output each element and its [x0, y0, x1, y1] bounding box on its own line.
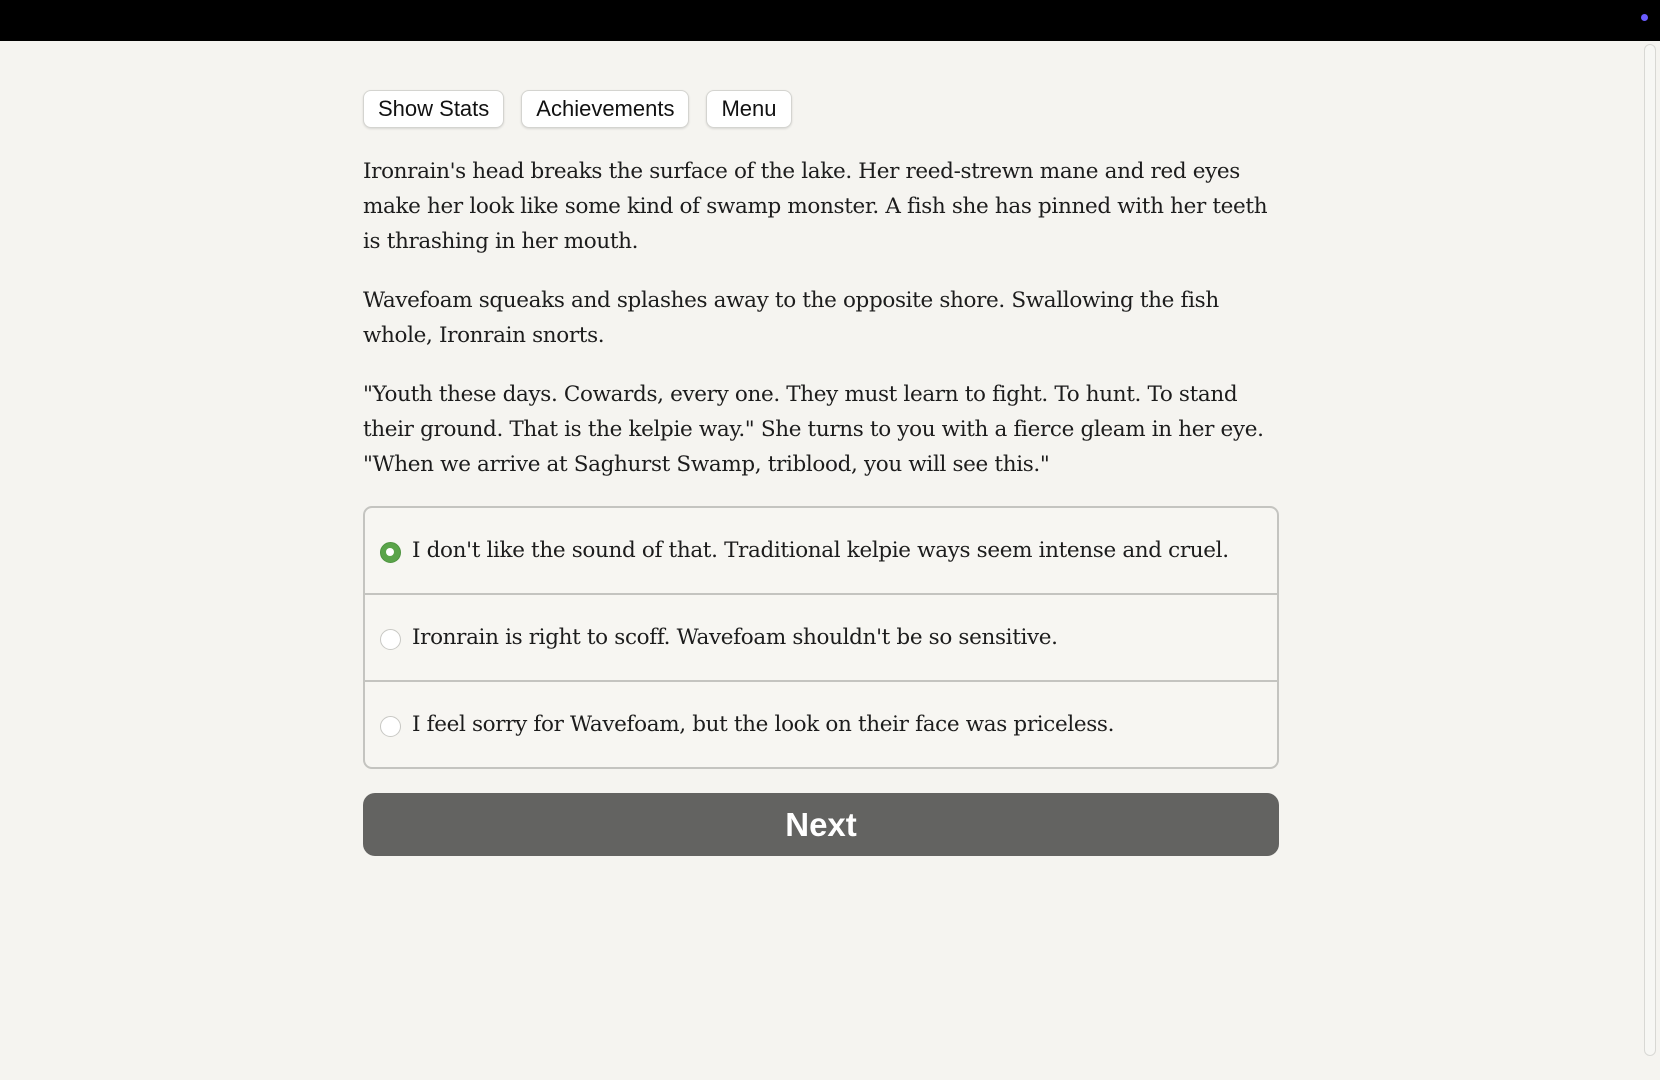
radio-button[interactable]: [380, 629, 401, 650]
achievements-button[interactable]: Achievements: [521, 90, 689, 128]
choice-option[interactable]: [365, 680, 1277, 767]
choice-label: Ironrain is right to scoff. Wavefoam shouldn't be so sensitive.: [412, 625, 1058, 650]
choice-option[interactable]: [365, 593, 1277, 680]
top-bar: [0, 0, 1660, 41]
choice-label: I don't like the sound of that. Traditional kelpie ways seem intense and cruel.: [412, 538, 1229, 563]
scrollbar[interactable]: [1644, 44, 1656, 1056]
toolbar: [363, 90, 1279, 128]
story-paragraph: Wavefoam squeaks and splashes away to the opposite shore. Swallowing the fish whole, Ironrain snorts.: [363, 288, 1219, 348]
status-dot-icon: [1641, 14, 1648, 21]
show-stats-button[interactable]: Show Stats: [363, 90, 504, 128]
next-button[interactable]: Next: [363, 793, 1279, 856]
game-content: [363, 90, 1279, 856]
choice-label: I feel sorry for Wavefoam, but the look on their face was priceless.: [412, 712, 1115, 737]
radio-button[interactable]: [380, 716, 401, 737]
radio-button[interactable]: [380, 542, 401, 563]
choice-list: [363, 506, 1279, 769]
story-paragraph: "Youth these days. Cowards, every one. They must learn to fight. To hunt. To stand their ground. That is the kelpie way." She turns to you with a fierce gleam in her eye. "When we arrive at Saghurst Swamp, triblood, you will see this.": [363, 382, 1264, 477]
story-paragraph: Ironrain's head breaks the surface of the lake. Her reed-strewn mane and red eyes make her look like some kind of swamp monster. A fish she has pinned with her teeth is thrashing in her mouth.: [363, 159, 1268, 254]
story-text: [363, 154, 1279, 482]
choice-option[interactable]: [365, 508, 1277, 593]
menu-button[interactable]: Menu: [706, 90, 791, 128]
